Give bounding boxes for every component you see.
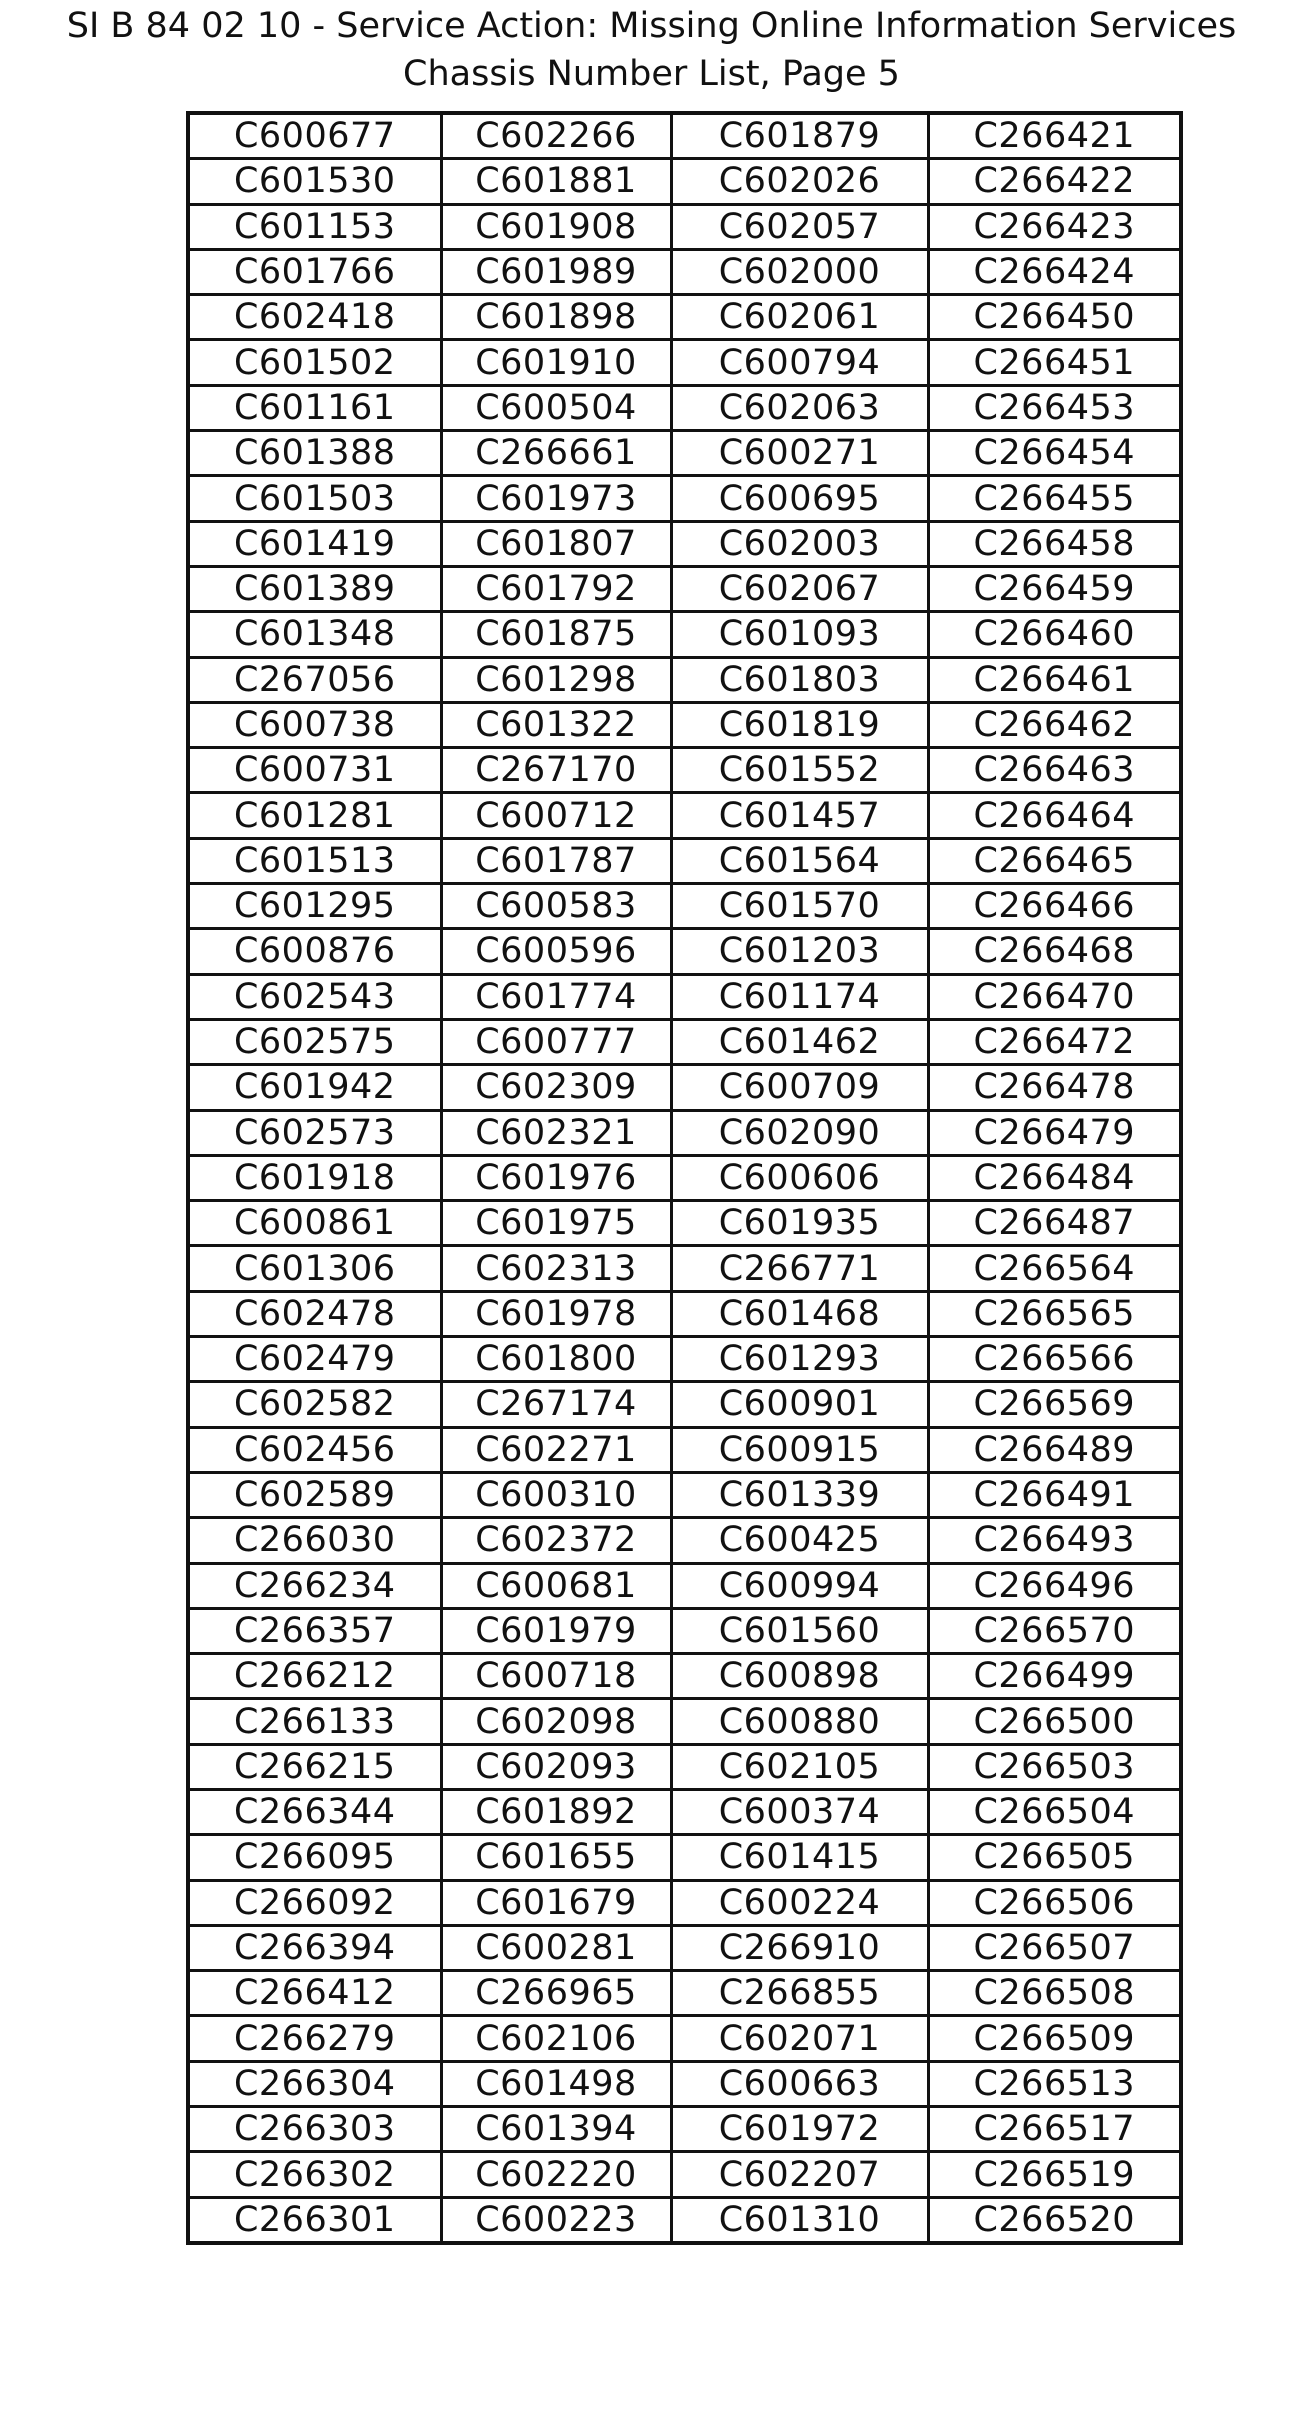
table-row [188,1971,1181,2016]
chassis-number-cell: C602106 [441,2016,671,2061]
table-row [188,1155,1181,1200]
chassis-number-cell: C600504 [441,385,671,430]
chassis-number-cell: C601976 [441,1155,671,1200]
chassis-number-cell: C266569 [928,1382,1181,1427]
table-row [188,1925,1181,1970]
table-row [188,159,1181,204]
chassis-number-cell: C602057 [671,204,928,249]
table-row [188,1201,1181,1246]
chassis-number-cell: C601898 [441,295,671,340]
table-row [188,204,1181,249]
chassis-number-cell: C600731 [188,748,441,793]
table-row [188,2197,1181,2243]
chassis-number-cell: C601766 [188,249,441,294]
chassis-table-body [188,113,1181,2243]
chassis-number-cell: C602090 [671,1110,928,1155]
chassis-number-cell: C266564 [928,1246,1181,1291]
chassis-number-cell: C266461 [928,657,1181,702]
chassis-number-cell: C602418 [188,295,441,340]
table-row [188,1518,1181,1563]
chassis-number-cell: C601322 [441,702,671,747]
chassis-number-cell: C266496 [928,1563,1181,1608]
chassis-number-cell: C601942 [188,1065,441,1110]
chassis-number-cell: C266506 [928,1880,1181,1925]
chassis-number-cell: C266212 [188,1654,441,1699]
chassis-number-cell: C266489 [928,1427,1181,1472]
table-row [188,1291,1181,1336]
chassis-number-table [186,111,1183,2245]
chassis-number-cell: C601281 [188,793,441,838]
table-row [188,838,1181,883]
chassis-number-cell: C601306 [188,1246,441,1291]
chassis-number-cell: C600695 [671,476,928,521]
table-row [188,1789,1181,1834]
table-row [188,249,1181,294]
chassis-number-cell: C266520 [928,2197,1181,2243]
table-row [188,1246,1181,1291]
chassis-number-cell: C266095 [188,1835,441,1880]
table-row [188,295,1181,340]
document-header [0,0,1303,98]
document-subtitle: Chassis Number List, Page 5 [403,54,900,94]
chassis-number-cell: C601394 [441,2107,671,2152]
chassis-number-cell: C601462 [671,1019,928,1064]
chassis-number-cell: C266517 [928,2107,1181,2152]
chassis-number-cell: C600271 [671,431,928,476]
chassis-number-cell: C266965 [441,1971,671,2016]
chassis-number-cell: C601979 [441,1608,671,1653]
chassis-number-cell: C601564 [671,838,928,883]
chassis-number-cell: C601498 [441,2061,671,2106]
chassis-number-cell: C601879 [671,113,928,159]
chassis-number-cell: C266855 [671,1971,928,2016]
chassis-number-cell: C602478 [188,1291,441,1336]
chassis-number-cell: C601881 [441,159,671,204]
chassis-number-cell: C266493 [928,1518,1181,1563]
table-row [188,1472,1181,1517]
chassis-number-cell: C600898 [671,1654,928,1699]
chassis-number-cell: C602372 [441,1518,671,1563]
chassis-number-cell: C266464 [928,793,1181,838]
table-row [188,1880,1181,1925]
table-row [188,793,1181,838]
table-row [188,1744,1181,1789]
chassis-number-cell: C601978 [441,1291,671,1336]
table-row [188,1382,1181,1427]
chassis-number-cell: C602003 [671,521,928,566]
table-row [188,340,1181,385]
chassis-number-cell: C602067 [671,566,928,611]
chassis-number-cell: C600425 [671,1518,928,1563]
table-row [188,566,1181,611]
chassis-number-cell: C601679 [441,1880,671,1925]
chassis-number-cell: C601153 [188,204,441,249]
chassis-number-cell: C601298 [441,657,671,702]
chassis-number-cell: C266424 [928,249,1181,294]
chassis-number-cell: C266422 [928,159,1181,204]
chassis-number-cell: C266454 [928,431,1181,476]
chassis-number-cell: C266491 [928,1472,1181,1517]
chassis-number-cell: C266302 [188,2152,441,2197]
chassis-number-cell: C602207 [671,2152,928,2197]
chassis-number-cell: C601468 [671,1291,928,1336]
table-row [188,431,1181,476]
chassis-number-cell: C601935 [671,1201,928,1246]
table-row [188,2016,1181,2061]
chassis-number-cell: C267170 [441,748,671,793]
chassis-number-cell: C600712 [441,793,671,838]
chassis-number-cell: C266484 [928,1155,1181,1200]
chassis-number-cell: C602063 [671,385,928,430]
chassis-number-cell: C601093 [671,612,928,657]
chassis-number-cell: C266771 [671,1246,928,1291]
chassis-number-cell: C602266 [441,113,671,159]
chassis-number-cell: C601513 [188,838,441,883]
chassis-number-cell: C266504 [928,1789,1181,1834]
chassis-number-cell: C602575 [188,1019,441,1064]
chassis-number-cell: C267056 [188,657,441,702]
chassis-number-cell: C266092 [188,1880,441,1925]
chassis-number-cell: C266513 [928,2061,1181,2106]
chassis-number-cell: C600915 [671,1427,928,1472]
table-row [188,702,1181,747]
chassis-number-cell: C601389 [188,566,441,611]
chassis-number-cell: C266570 [928,1608,1181,1653]
chassis-number-cell: C266519 [928,2152,1181,2197]
table-row [188,113,1181,159]
chassis-number-cell: C602543 [188,974,441,1019]
chassis-number-cell: C266357 [188,1608,441,1653]
chassis-number-cell: C266466 [928,884,1181,929]
chassis-number-cell: C601570 [671,884,928,929]
table-row [188,1337,1181,1382]
chassis-number-cell: C266479 [928,1110,1181,1155]
chassis-number-cell: C267174 [441,1382,671,1427]
chassis-number-cell: C601918 [188,1155,441,1200]
chassis-number-cell: C602309 [441,1065,671,1110]
chassis-number-cell: C601803 [671,657,928,702]
chassis-number-cell: C601388 [188,431,441,476]
chassis-number-cell: C602582 [188,1382,441,1427]
chassis-number-cell: C600794 [671,340,928,385]
chassis-number-cell: C266505 [928,1835,1181,1880]
chassis-number-cell: C601348 [188,612,441,657]
chassis-number-cell: C602321 [441,1110,671,1155]
chassis-number-cell: C600677 [188,113,441,159]
chassis-number-cell: C600310 [441,1472,671,1517]
table-row [188,657,1181,702]
chassis-number-cell: C601560 [671,1608,928,1653]
chassis-number-cell: C602071 [671,2016,928,2061]
chassis-number-cell: C600681 [441,1563,671,1608]
chassis-number-cell: C602098 [441,1699,671,1744]
chassis-number-cell: C266499 [928,1654,1181,1699]
chassis-number-cell: C266458 [928,521,1181,566]
chassis-number-cell: C266508 [928,1971,1181,2016]
chassis-number-cell: C266394 [188,1925,441,1970]
chassis-number-cell: C602589 [188,1472,441,1517]
chassis-number-cell: C601908 [441,204,671,249]
chassis-number-cell: C600596 [441,929,671,974]
chassis-number-cell: C600994 [671,1563,928,1608]
chassis-number-cell: C600374 [671,1789,928,1834]
chassis-number-cell: C266303 [188,2107,441,2152]
table-row [188,1065,1181,1110]
chassis-number-cell: C601552 [671,748,928,793]
chassis-number-cell: C266450 [928,295,1181,340]
chassis-number-cell: C602093 [441,1744,671,1789]
chassis-number-cell: C266279 [188,2016,441,2061]
chassis-number-cell: C601655 [441,1835,671,1880]
chassis-number-cell: C266478 [928,1065,1181,1110]
chassis-number-cell: C266412 [188,1971,441,2016]
chassis-number-cell: C266910 [671,1925,928,1970]
chassis-number-cell: C600901 [671,1382,928,1427]
chassis-number-cell: C266565 [928,1291,1181,1336]
chassis-number-cell: C266566 [928,1337,1181,1382]
chassis-number-cell: C600223 [441,2197,671,2243]
chassis-number-cell: C601457 [671,793,928,838]
table-row [188,2061,1181,2106]
table-row [188,1563,1181,1608]
chassis-number-cell: C601819 [671,702,928,747]
chassis-number-cell: C602026 [671,159,928,204]
chassis-number-cell: C601975 [441,1201,671,1246]
table-row [188,1608,1181,1653]
chassis-number-cell: C266304 [188,2061,441,2106]
chassis-number-cell: C601530 [188,159,441,204]
chassis-number-cell: C600876 [188,929,441,974]
chassis-number-cell: C601875 [441,612,671,657]
table-row [188,1835,1181,1880]
chassis-number-cell: C602313 [441,1246,671,1291]
chassis-number-cell: C602061 [671,295,928,340]
chassis-number-cell: C266133 [188,1699,441,1744]
chassis-number-cell: C266030 [188,1518,441,1563]
chassis-number-cell: C602000 [671,249,928,294]
chassis-number-cell: C601972 [671,2107,928,2152]
chassis-number-cell: C601502 [188,340,441,385]
chassis-number-cell: C266421 [928,113,1181,159]
chassis-number-cell: C601339 [671,1472,928,1517]
chassis-number-cell: C601973 [441,476,671,521]
table-row [188,1654,1181,1699]
chassis-number-cell: C600224 [671,1880,928,1925]
table-row [188,974,1181,1019]
chassis-number-cell: C601310 [671,2197,928,2243]
table-row [188,2152,1181,2197]
chassis-number-cell: C601419 [188,521,441,566]
chassis-number-cell: C266463 [928,748,1181,793]
chassis-number-cell: C602105 [671,1744,928,1789]
chassis-number-cell: C600777 [441,1019,671,1064]
chassis-number-cell: C266453 [928,385,1181,430]
chassis-number-cell: C601787 [441,838,671,883]
chassis-number-cell: C266500 [928,1699,1181,1744]
table-row [188,385,1181,430]
chassis-number-cell: C601989 [441,249,671,294]
chassis-number-cell: C601503 [188,476,441,521]
chassis-number-cell: C601161 [188,385,441,430]
table-row [188,929,1181,974]
chassis-number-cell: C601174 [671,974,928,1019]
chassis-number-cell: C266470 [928,974,1181,1019]
chassis-number-cell: C266661 [441,431,671,476]
table-row [188,748,1181,793]
chassis-number-cell: C601910 [441,340,671,385]
chassis-number-cell: C600880 [671,1699,928,1744]
table-row [188,884,1181,929]
chassis-number-cell: C266234 [188,1563,441,1608]
chassis-number-cell: C266503 [928,1744,1181,1789]
chassis-number-cell: C266472 [928,1019,1181,1064]
chassis-number-cell: C601203 [671,929,928,974]
chassis-number-cell: C602456 [188,1427,441,1472]
table-row [188,1110,1181,1155]
chassis-number-cell: C266451 [928,340,1181,385]
chassis-number-cell: C601415 [671,1835,928,1880]
table-row [188,1019,1181,1064]
chassis-number-cell: C266423 [928,204,1181,249]
chassis-number-cell: C602573 [188,1110,441,1155]
table-row [188,521,1181,566]
chassis-number-cell: C602220 [441,2152,671,2197]
chassis-number-cell: C266459 [928,566,1181,611]
chassis-number-cell: C601892 [441,1789,671,1834]
chassis-number-cell: C266487 [928,1201,1181,1246]
chassis-number-cell: C601293 [671,1337,928,1382]
chassis-number-cell: C600281 [441,1925,671,1970]
chassis-number-cell: C266507 [928,1925,1181,1970]
table-row [188,1699,1181,1744]
chassis-number-cell: C601800 [441,1337,671,1382]
chassis-number-cell: C600718 [441,1654,671,1699]
table-row [188,1427,1181,1472]
chassis-number-cell: C266301 [188,2197,441,2243]
document-title: SI B 84 02 10 - Service Action: Missing Online Information Services [66,6,1237,46]
table-row [188,612,1181,657]
chassis-number-cell: C266455 [928,476,1181,521]
chassis-number-cell: C601807 [441,521,671,566]
chassis-number-cell: C600738 [188,702,441,747]
chassis-number-cell: C601792 [441,566,671,611]
chassis-number-cell: C600606 [671,1155,928,1200]
chassis-number-cell: C266465 [928,838,1181,883]
chassis-number-cell: C266468 [928,929,1181,974]
chassis-number-cell: C266462 [928,702,1181,747]
chassis-number-cell: C600861 [188,1201,441,1246]
chassis-number-cell: C266460 [928,612,1181,657]
chassis-number-cell: C602479 [188,1337,441,1382]
chassis-number-cell: C266509 [928,2016,1181,2061]
chassis-number-cell: C602271 [441,1427,671,1472]
chassis-number-cell: C266215 [188,1744,441,1789]
chassis-number-cell: C601295 [188,884,441,929]
table-row [188,476,1181,521]
chassis-number-cell: C601774 [441,974,671,1019]
table-row [188,2107,1181,2152]
chassis-number-cell: C600663 [671,2061,928,2106]
chassis-number-cell: C600709 [671,1065,928,1110]
chassis-number-cell: C600583 [441,884,671,929]
chassis-number-cell: C266344 [188,1789,441,1834]
